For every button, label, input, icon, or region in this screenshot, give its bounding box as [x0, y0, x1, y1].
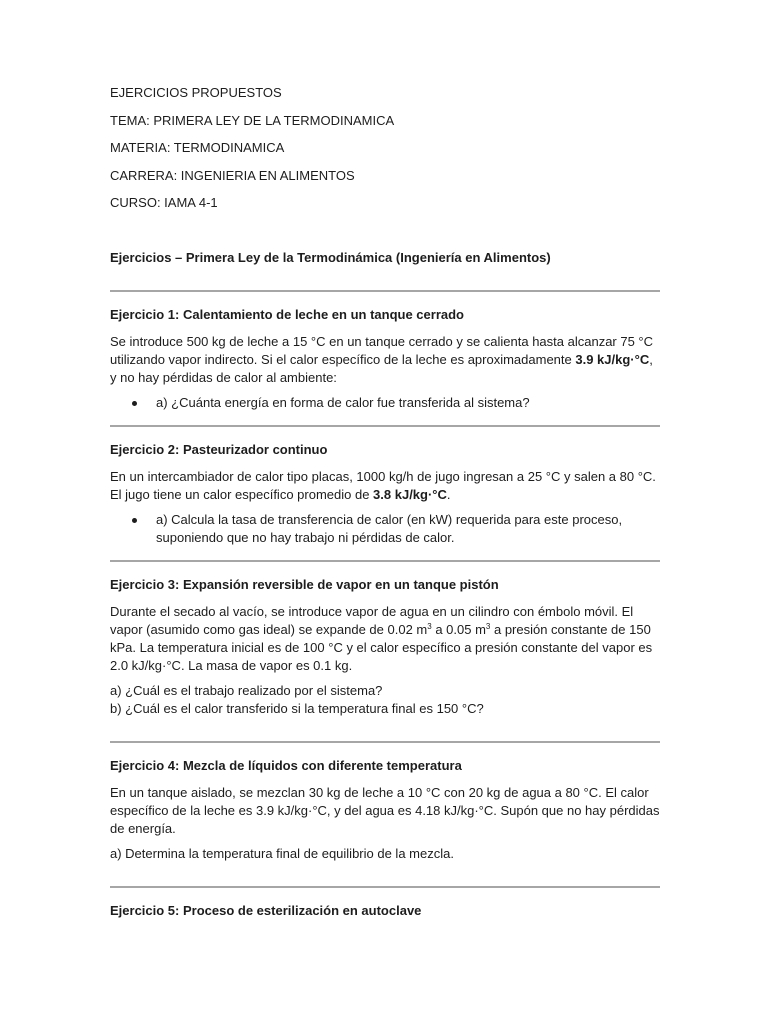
- question-text: a) ¿Cuánta energía en forma de calor fue transferida al sistema?: [156, 395, 530, 410]
- exercise-title: Ejercicio 2: Pasteurizador continuo: [110, 442, 328, 457]
- question-item: [110, 394, 660, 412]
- question-line: a) Determina la temperatura final de equilibrio de la mezcla.: [110, 846, 454, 861]
- exercise-2: [110, 427, 660, 547]
- exercise-3: [110, 562, 660, 718]
- statement-bold-value: 3.8 kJ/kg·°C: [373, 487, 447, 502]
- exercise-statement: [110, 784, 660, 838]
- question-line: a) ¿Cuál es el trabajo realizado por el sistema?: [110, 683, 383, 698]
- question-list: [110, 511, 660, 547]
- question-line: b) ¿Cuál es el calor transferido si la temperatura final es 150 °C?: [110, 701, 484, 716]
- statement-text: Durante el secado al vacío, se introduce vapor de agua en un cilindro con émbolo móvil. El vapor (asumido como gas ideal) se expande de 0.02 m: [110, 604, 634, 637]
- statement-text: Se introduce 500 kg de leche a 15 °C en un tanque cerrado y se calienta hasta alcanzar 75 °C utilizando vapor indirecto. Si el calor específico de la leche es aproximadamente: [110, 334, 654, 367]
- exercise-statement: [110, 603, 660, 675]
- statement-text: En un tanque aislado, se mezclan 30 kg de leche a 10 °C con 20 kg de agua a 80 °C. El calor específico de la leche es 3.9 kJ/kg·°C, y del agua es 4.18 kJ/kg·°C. Supón que no hay pérdidas de energía.: [110, 785, 660, 836]
- header-line-carrera: CARRERA: INGENIERIA EN ALIMENTOS: [110, 167, 355, 183]
- exercise-title: Ejercicio 4: Mezcla de líquidos con diferente temperatura: [110, 758, 462, 773]
- superscript: 3: [485, 622, 491, 631]
- question-item: [110, 511, 660, 547]
- exercise-title: Ejercicio 1: Calentamiento de leche en un tanque cerrado: [110, 307, 464, 322]
- statement-text: .: [446, 487, 451, 502]
- question-list: [110, 394, 660, 412]
- exercise-statement: [110, 468, 660, 504]
- superscript: 3: [427, 622, 432, 631]
- document-title: Ejercicios – Primera Ley de la Termodinámica (Ingeniería en Alimentos): [110, 250, 551, 265]
- exercise-4: [110, 743, 660, 863]
- exercise-title: Ejercicio 3: Expansión reversible de vapor en un tanque pistón: [110, 577, 499, 592]
- exercise-statement: [110, 333, 660, 387]
- exercise-1: [110, 292, 660, 412]
- question-text: a) Calcula la tasa de transferencia de calor (en kW) requerida para este proceso, suponiendo que no hay trabajo ni pérdidas de calor.: [156, 512, 623, 545]
- header-line-materia: MATERIA: TERMODINAMICA: [110, 140, 285, 155]
- header-line-curso: CURSO: IAMA 4-1: [110, 195, 218, 210]
- exercise-title: Ejercicio 5: Proceso de esterilización en autoclave: [110, 903, 422, 918]
- header-line-heading: EJERCICIOS PROPUESTOS: [110, 85, 282, 100]
- statement-text: , y no hay pérdidas de calor al ambiente:: [110, 352, 653, 385]
- header-line-tema: TEMA: PRIMERA LEY DE LA TERMODINAMICA: [110, 112, 395, 128]
- statement-bold-value: 3.9 kJ/kg·°C: [575, 352, 650, 367]
- document-content: [110, 84, 660, 929]
- statement-text: En un intercambiador de calor tipo placas, 1000 kg/h de jugo ingresan a 25 °C y salen a 80 °C. El jugo tiene un calor específico promedio de: [110, 469, 656, 502]
- exercise-5: [110, 888, 660, 920]
- statement-text: a 0.05 m: [431, 622, 486, 637]
- bullet-icon: [132, 518, 137, 523]
- bullet-icon: [132, 401, 137, 406]
- statement-text: a presión constante de 150 kPa. La temperatura inicial es de 100 °C y el calor específico a presión constante del vapor es 2.0 kJ/kg·°C. La masa de vapor es 0.1 kg.: [110, 622, 653, 673]
